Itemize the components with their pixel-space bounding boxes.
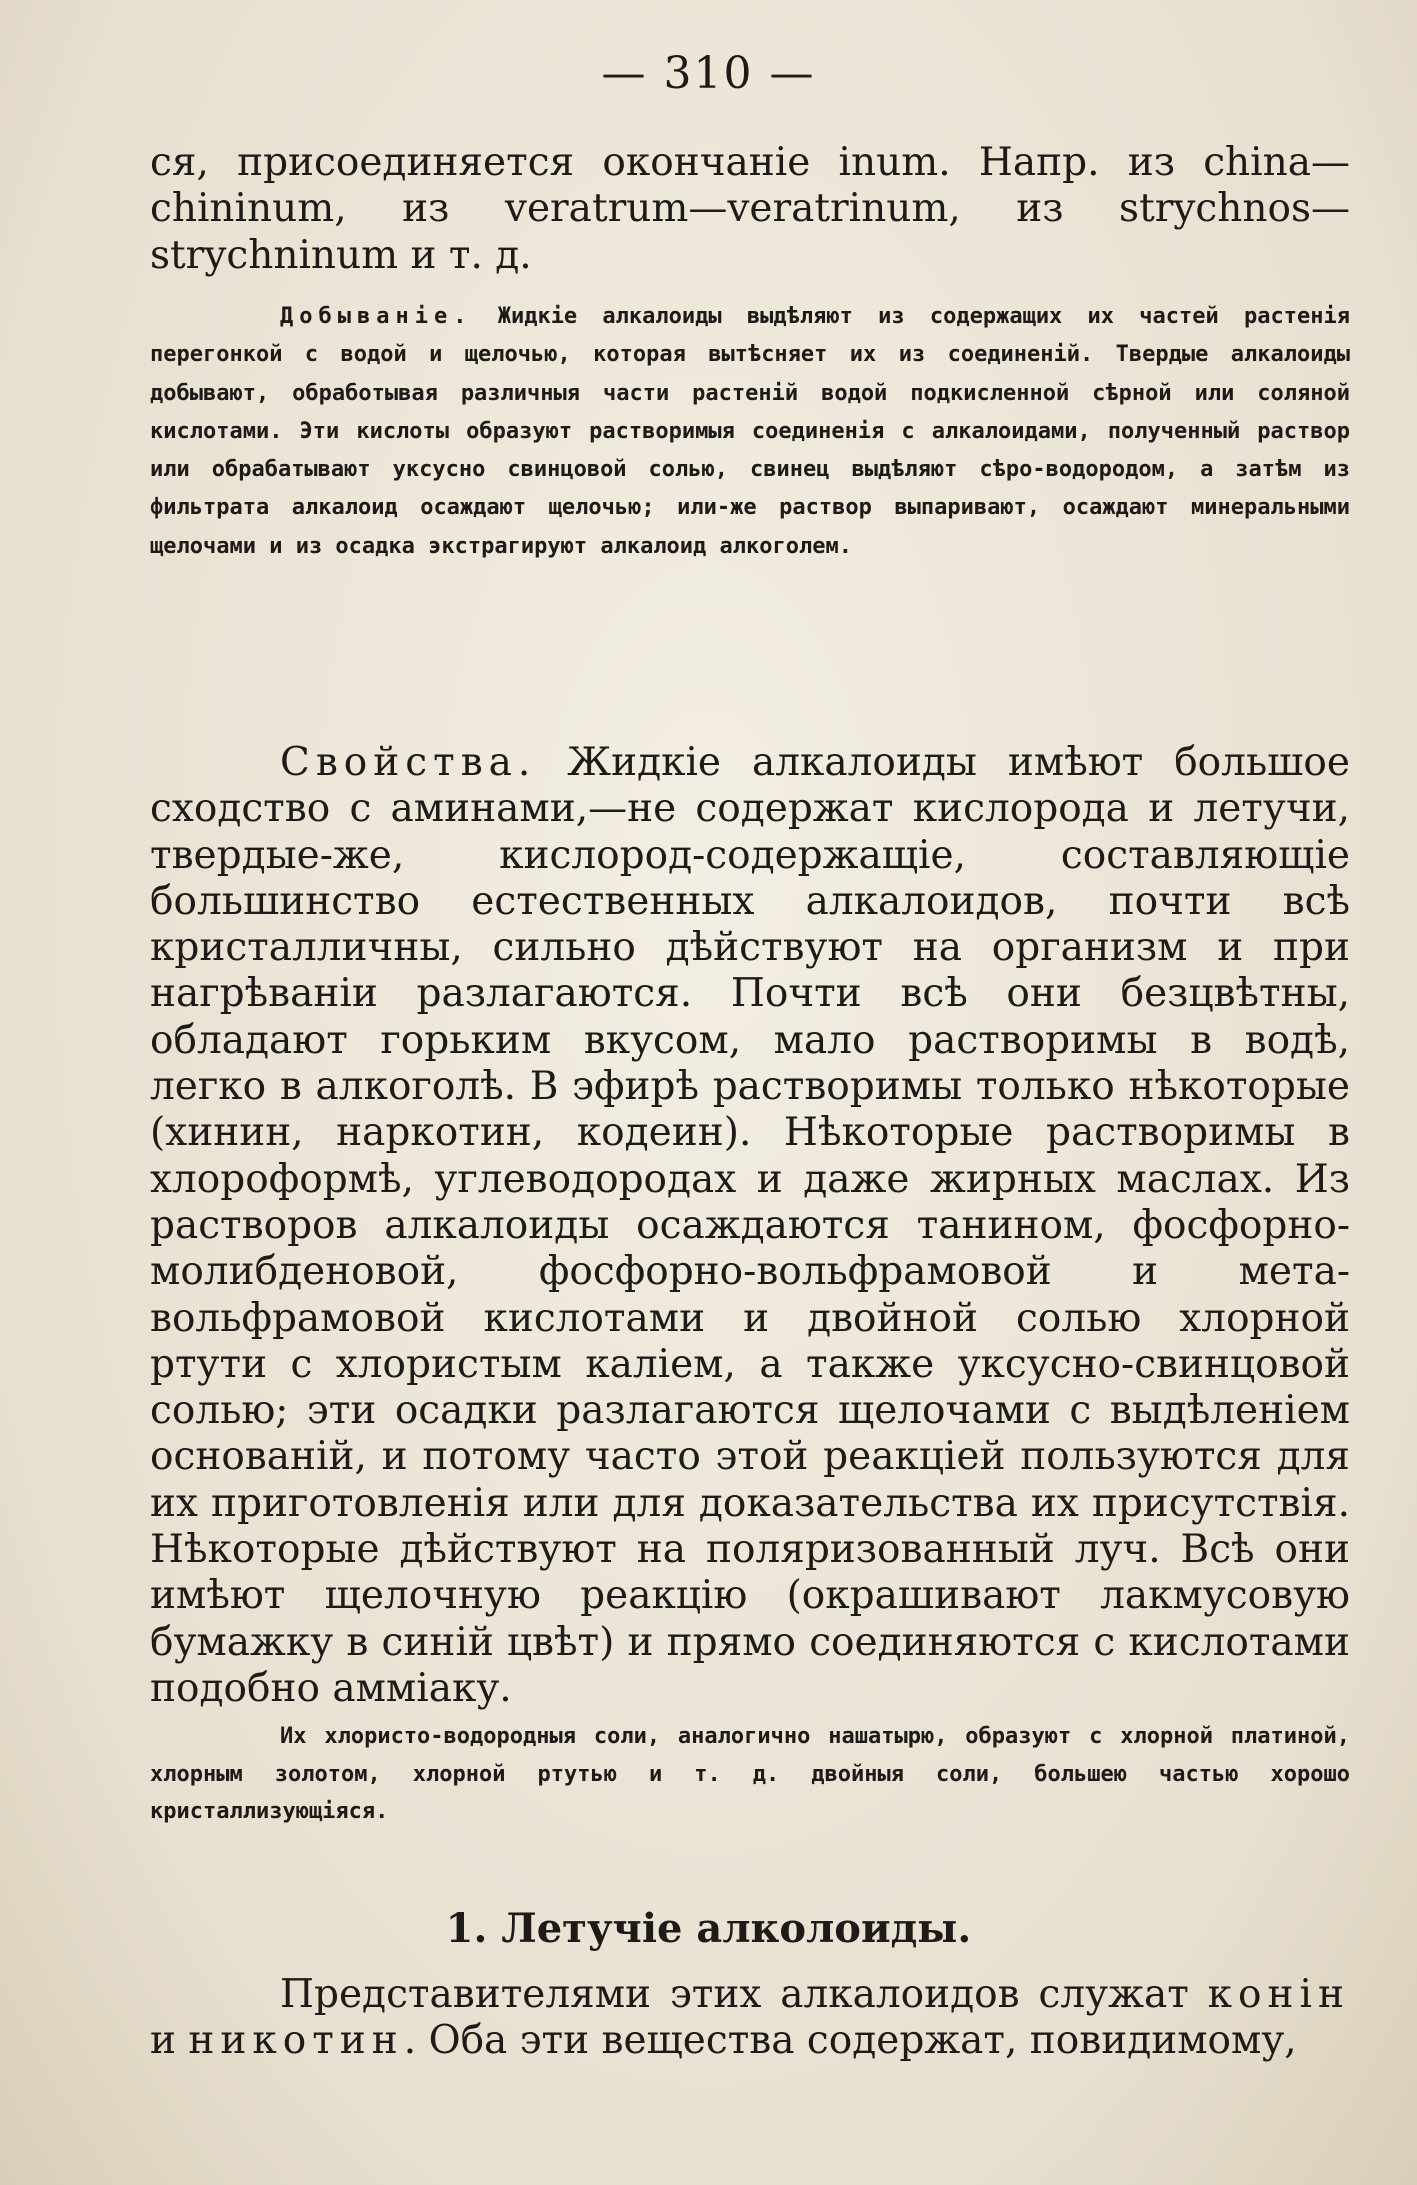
representatives-text-middle: и [150, 2018, 189, 2064]
coniine-word: конін [1207, 1972, 1350, 2017]
page-number: — 310 — [601, 48, 816, 99]
properties-text: Жидкіе алкалоиды имѣют большое сходство с аминами,—не содержат кислорода и летучи, твердые-же, кислород-содержащіе, составляющіе большинство естественных алкалоидов, почти всѣ кристалличны, сильно дѣйствуют на организм и при нагрѣваніи разлагаются. Почти всѣ они безцвѣтны, обладают горьким вкусом, мало растворимы в водѣ, легко в алкоголѣ. В эфирѣ растворимы только нѣкоторые (хинин, наркотин, кодеин). Нѣкоторые растворимы в хлороформѣ, углеводородах и даже жирных маслах. Из растворов алкалоиды осаждаются танином, фосфорно-молибденовой, фосфорно-вольфрамовой и мета-вольфрамовой кислотами и двойной солью хлорной ртути с хлористым каліем, а также уксусно-свинцовой солью; эти осадки разлагаются щелочами с выдѣленіем основаній, и потому часто этой реакціей пользуются для их приготовленія или для доказательства их присутствія. Нѣкоторые дѣйствуют на поляризованный луч. Всѣ они имѣют щелочную реакцію (окрашивают лакмусовую бумажку в синій цвѣт) и прямо соединяются с кислотами подобно амміаку. [150, 740, 1350, 1711]
extraction-paragraph [150, 298, 1350, 566]
properties-title: Свойства. [280, 740, 537, 785]
representatives-text-before: Представителями этих алкалоидов служат [280, 1972, 1208, 2017]
representatives-paragraph [150, 1972, 1350, 2065]
representatives-body [150, 1972, 1350, 2065]
intro-paragraph [150, 140, 1350, 279]
salts-paragraph [150, 1718, 1350, 1831]
section-heading: 1. Летучіе алколоиды. [445, 1905, 972, 1952]
properties-body [150, 740, 1350, 1712]
nicotine-word: никотин [188, 2018, 404, 2064]
extraction-body [150, 298, 1350, 566]
representatives-text-after: . Оба эти вещества содержат, повидимому, [403, 2018, 1297, 2064]
extraction-title: Добываніе. [280, 304, 473, 329]
intro-text: ся, присоединяется окончаніе inum. Напр. из china—chininum, из veratrum—veratrinum, из strychnos—strychninum и т. д. [150, 140, 1350, 278]
salts-text: Их хлористо-водородныя соли, аналогично нашатырю, образуют с хлорной платиной, хлорным золотом, хлорной ртутью и т. д. двойныя соли, большею частью хорошо кристаллизующіяся. [150, 1724, 1350, 1824]
extraction-text: Жидкіе алкалоиды выдѣляют из содержащих их частей растенія перегонкой с водой и щелочью, которая вытѣсняет их из соединеній. Твердые алкалоиды добывают, обработывая различныя части растеній водой подкисленной сѣрной или соляной кислотами. Эти кислоты образуют растворимыя соединенія с алкалоидами, полученный раствор или обрабатывают уксусно свинцовой солью, свинец выдѣляют сѣро-водородом, а затѣм из фильтрата алкалоид осаждают щелочью; или-же раствор выпаривают, осаждают минеральными щелочами и из осадка экстрагируют алкалоид алкоголем. [150, 304, 1350, 559]
properties-paragraph [150, 740, 1350, 1712]
